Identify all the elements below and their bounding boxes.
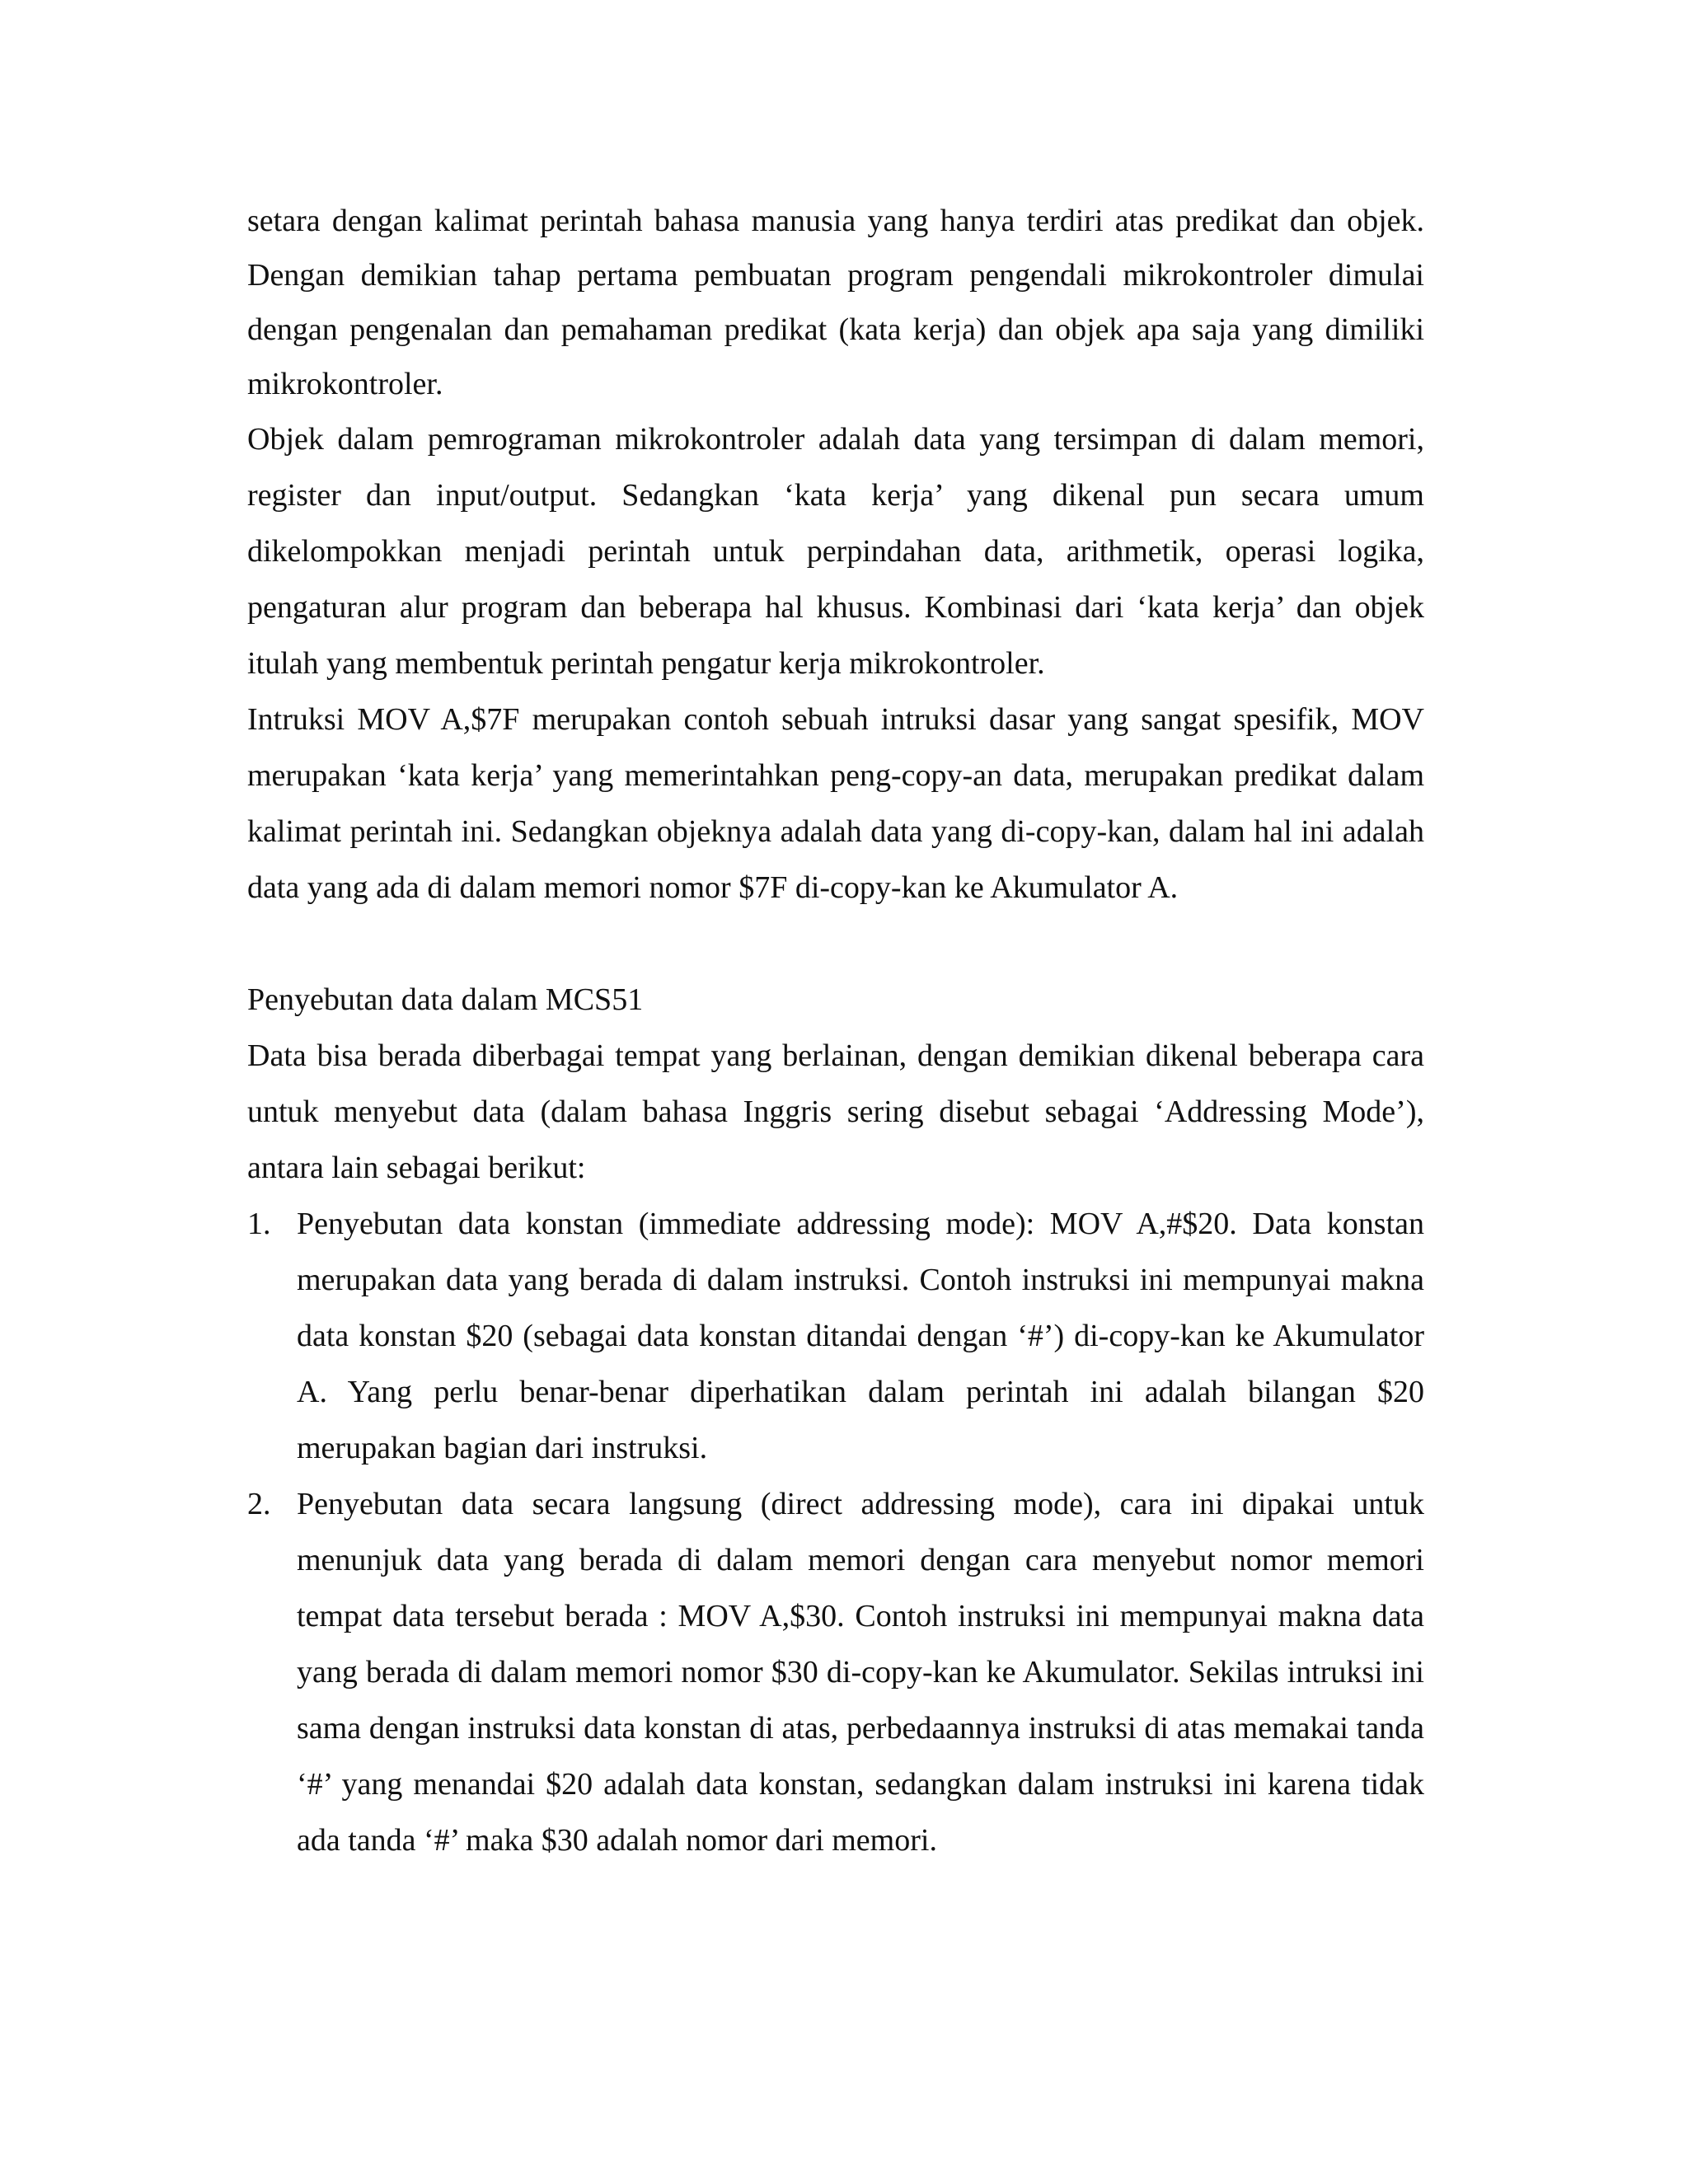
list-item xyxy=(247,1196,1424,1476)
section-heading: Penyebutan data dalam MCS51 xyxy=(247,982,644,1017)
list-item-number: 1. xyxy=(247,1207,271,1241)
list-item xyxy=(247,1476,1424,1868)
page-content xyxy=(247,194,1424,1868)
section-intro: Data bisa berada diberbagai tempat yang berlainan, dengan demikian dikenal beberapa cara untuk menyebut data (dalam bahasa Inggris sering disebut sebagai ‘Addressing Mode’), antara lain sebagai berikut: xyxy=(247,1038,1424,1185)
paragraph-3: Intruksi MOV A,$7F merupakan contoh sebuah intruksi dasar yang sangat spesifik, MOV merupakan ‘kata kerja’ yang memerintahkan peng-copy-an data, merupakan predikat dalam kalimat perintah ini. Sedangkan objeknya adalah data yang di-copy-kan, dalam hal ini adalah data yang ada di dalam memori nomor $7F di-copy-kan ke Akumulator A. xyxy=(247,702,1424,905)
list-item-text: Penyebutan data konstan (immediate addressing mode): MOV A,#$20. Data konstan merupakan data yang berada di dalam instruksi. Contoh instruksi ini mempunyai makna data konstan $20 (sebagai data konstan ditandai dengan ‘#’) di-copy-kan ke Akumulator A. Yang perlu benar-benar diperhatikan dalam perintah ini adalah bilangan $20 merupakan bagian dari instruksi. xyxy=(297,1207,1424,1465)
paragraph-2: Objek dalam pemrograman mikrokontroler adalah data yang tersimpan di dalam memori, register dan input/output. Sedangkan ‘kata kerja’ yang dikenal pun secara umum dikelompokkan menjadi perintah untuk perpindahan data, arithmetik, operasi logika, pengaturan alur program dan beberapa hal khusus. Kombinasi dari ‘kata kerja’ dan objek itulah yang membentuk perintah pengatur kerja mikrokontroler. xyxy=(247,422,1424,681)
list-item-text: Penyebutan data secara langsung (direct addressing mode), cara ini dipakai untuk menunjuk data yang berada di dalam memori dengan cara menyebut nomor memori tempat data tersebut berada : MOV A,$30. Contoh instruksi ini mempunyai makna data yang berada di dalam memori nomor $30 di-copy-kan ke Akumulator. Sekilas intruksi ini sama dengan instruksi data konstan di atas, perbedaannya instruksi di atas memakai tanda ‘#’ yang menandai $20 adalah data konstan, sedangkan dalam instruksi ini karena tidak ada tanda ‘#’ maka $30 adalah nomor dari memori. xyxy=(297,1487,1424,1858)
paragraph-1: setara dengan kalimat perintah bahasa manusia yang hanya terdiri atas predikat dan objek. Dengan demikian tahap pertama pembuatan program pengendali mikrokontroler dimulai dengan pengenalan dan pemahaman predikat (kata kerja) dan objek apa saja yang dimiliki mikrokontroler. xyxy=(247,204,1424,401)
list-item-number: 2. xyxy=(247,1487,271,1521)
addressing-mode-list xyxy=(247,1196,1424,1868)
